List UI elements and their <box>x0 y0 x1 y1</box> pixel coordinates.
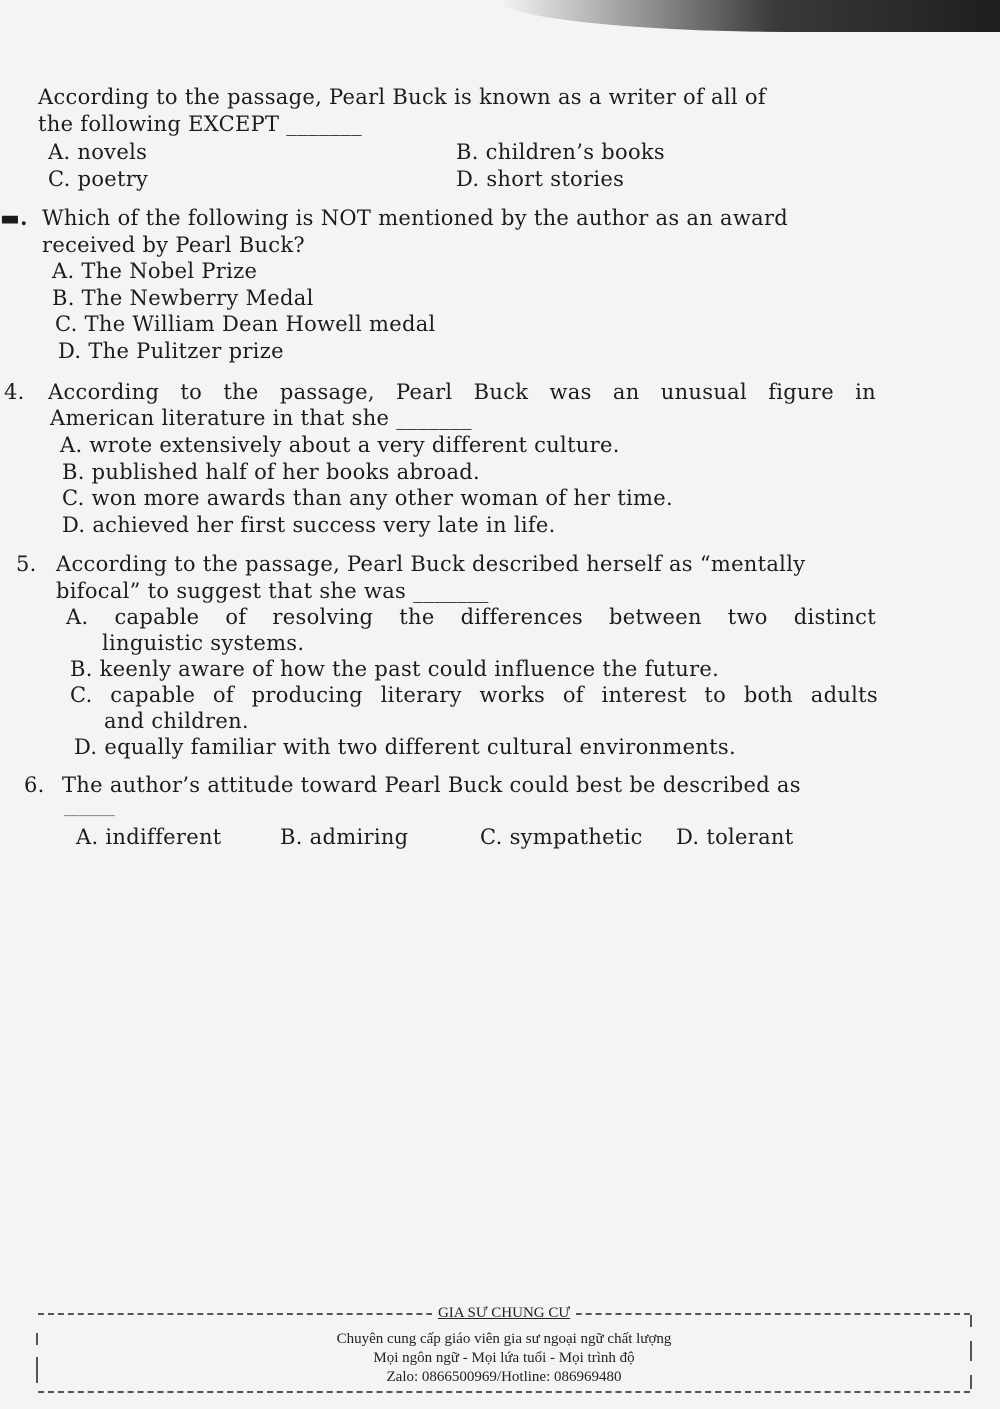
question-stem-line: American literature in that she _______ <box>50 406 472 430</box>
question-stem-line: The author’s attitude toward Pearl Buck could best be described as <box>62 773 801 797</box>
question-number: 4. <box>4 380 25 404</box>
option-a-continued: linguistic systems. <box>102 631 305 655</box>
option-a: A. capable of resolving the differences between two distinct <box>66 605 876 629</box>
question-stem-line: According to the passage, Pearl Buck is known as a writer of all of <box>38 85 766 109</box>
question-number: ▬. <box>0 205 28 230</box>
question-stem-line: received by Pearl Buck? <box>42 233 305 257</box>
question-stem-line: Which of the following is NOT mentioned by the author as an award <box>42 206 789 230</box>
question-stem-line: According to the passage, Pearl Buck was an unusual figure in <box>48 380 876 404</box>
option-c: C. The William Dean Howell medal <box>55 312 436 336</box>
option-c: C. won more awards than any other woman of her time. <box>62 486 673 510</box>
option-c: C. sympathetic <box>480 825 643 849</box>
option-a: A. novels <box>48 140 148 164</box>
option-b: B. keenly aware of how the past could influence the future. <box>70 657 720 681</box>
question-stem-line: bifocal” to suggest that she was _______ <box>56 579 489 603</box>
option-c-continued: and children. <box>104 709 249 733</box>
option-a: A. wrote extensively about a very different culture. <box>60 433 620 457</box>
option-d: D. short stories <box>456 167 625 191</box>
footer-contact: Zalo: 0866500969/Hotline: 086969480 <box>386 1369 622 1385</box>
footer-box <box>38 1305 970 1393</box>
question-number: 5. <box>16 552 37 576</box>
footer-line: Chuyên cung cấp giáo viên gia sư ngoại ngữ chất lượng <box>336 1331 672 1347</box>
option-b: B. admiring <box>280 825 409 849</box>
option-a: A. The Nobel Prize <box>52 259 258 283</box>
footer-line: Mọi ngôn ngữ - Mọi lứa tuổi - Mọi trình độ <box>373 1350 635 1366</box>
question-stem-line: According to the passage, Pearl Buck described herself as “mentally <box>56 552 806 576</box>
question-stem-line: the following EXCEPT _______ <box>38 112 362 136</box>
option-b: B. published half of her books abroad. <box>62 460 481 484</box>
option-b: B. The Newberry Medal <box>52 286 314 310</box>
option-c: C. capable of producing literary works of interest to both adults <box>70 683 878 707</box>
footer-title: GIA SƯ CHUNG CƯ <box>38 1305 970 1322</box>
scan-shadow <box>500 0 1000 32</box>
option-d: D. tolerant <box>676 825 794 849</box>
option-a: A. indifferent <box>76 825 222 849</box>
option-d: D. equally familiar with two different cultural environments. <box>74 735 736 759</box>
option-b: B. children’s books <box>456 140 665 164</box>
option-d: D. The Pulitzer prize <box>58 339 284 363</box>
question-number: 6. <box>24 773 45 797</box>
option-c: C. poetry <box>48 167 149 191</box>
answer-blank: _______ <box>64 801 116 817</box>
option-d: D. achieved her first success very late in life. <box>62 513 556 537</box>
